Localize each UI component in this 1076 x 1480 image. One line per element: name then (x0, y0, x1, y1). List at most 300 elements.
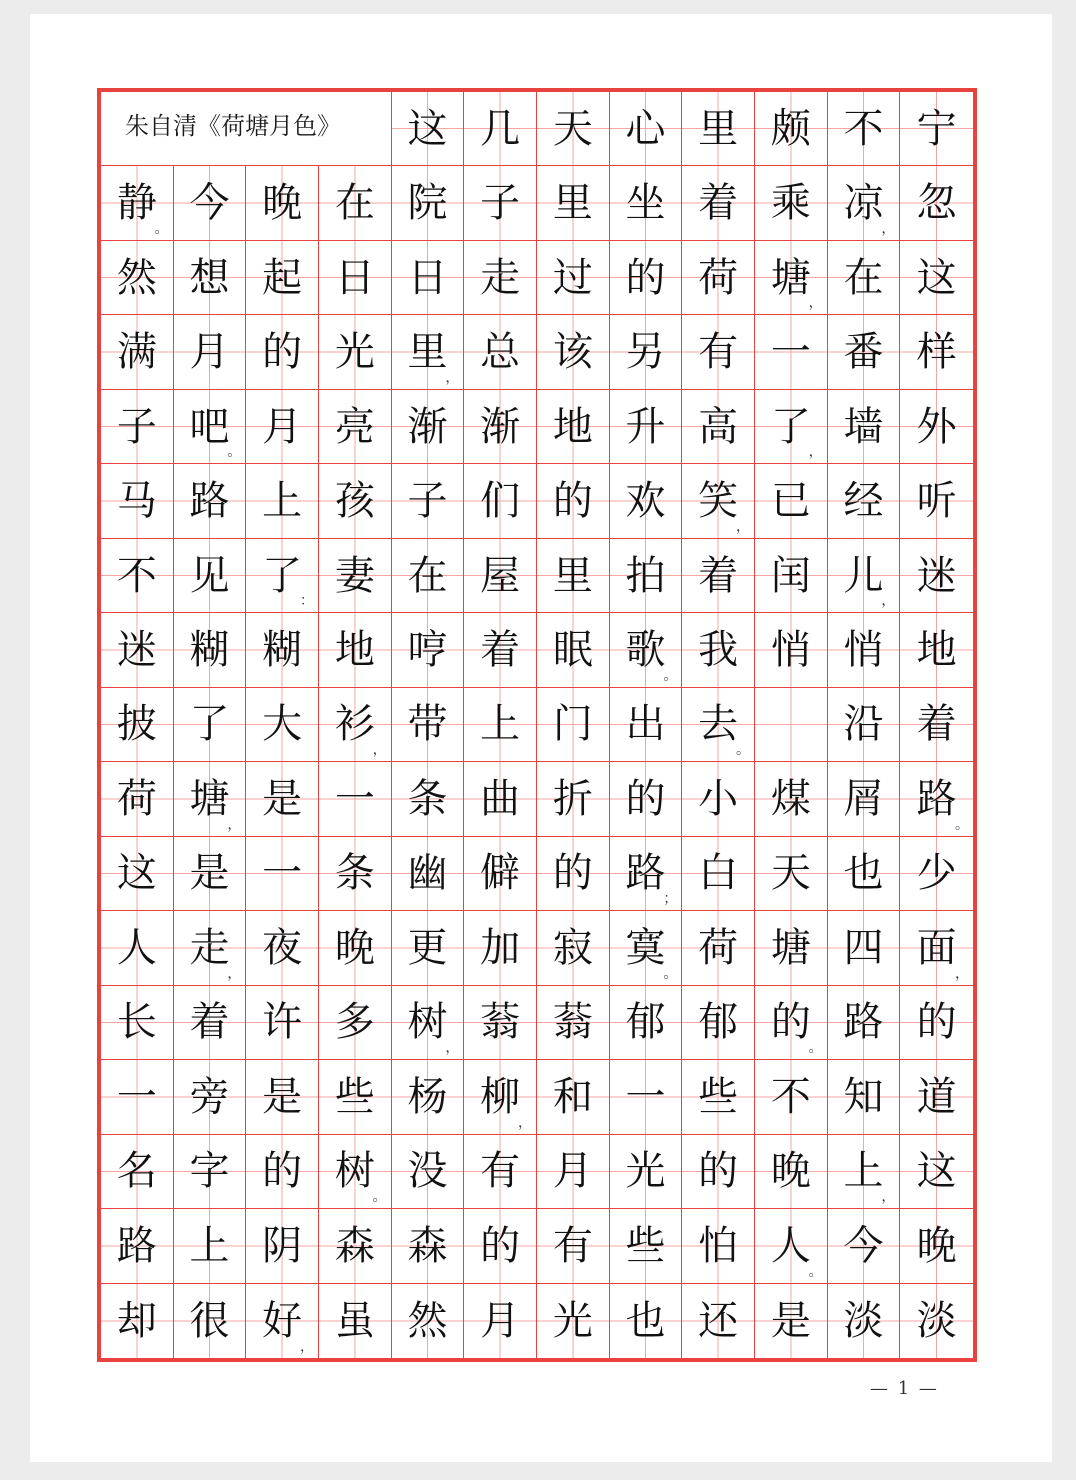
grid-character: 些 (625, 1222, 666, 1269)
grid-cell (319, 166, 392, 240)
punctuation-mark: 。 (954, 816, 969, 833)
grid-cell (464, 762, 537, 836)
grid-cell (900, 1209, 973, 1283)
grid-cell (537, 837, 610, 911)
punctuation-mark: ， (881, 593, 896, 610)
grid-character: 了 (189, 701, 230, 748)
grid-character: 淡 (843, 1297, 884, 1344)
grid-character: 条 (407, 775, 448, 822)
grid-cell (464, 464, 537, 538)
grid-cell (537, 911, 610, 985)
grid-cell (392, 1284, 465, 1358)
grid-cell (682, 837, 755, 911)
grid-character: 怕 (698, 1222, 739, 1269)
grid-cell (174, 1284, 247, 1358)
grid-character: 了 (770, 403, 811, 450)
grid-character: 有 (698, 329, 739, 376)
grid-character: 小 (698, 775, 739, 822)
grid-cell (101, 464, 174, 538)
punctuation-mark: 。 (808, 1040, 823, 1057)
grid-character: 今 (189, 180, 230, 227)
grid-cell (246, 986, 319, 1060)
grid-character: 们 (480, 478, 521, 525)
grid-character: 多 (334, 999, 375, 1046)
grid-character: 去 (698, 701, 739, 748)
grid-character: 该 (552, 329, 593, 376)
grid-cell (392, 837, 465, 911)
grid-cell (464, 911, 537, 985)
grid-character: 的 (480, 1222, 521, 1269)
grid-character: 今 (843, 1222, 884, 1269)
grid-cell (392, 390, 465, 464)
grid-character: 不 (843, 105, 884, 152)
grid-cell (610, 986, 683, 1060)
grid-cell (828, 92, 901, 166)
grid-character: 屋 (480, 552, 521, 599)
grid-character: 晚 (262, 180, 303, 227)
grid-cell (392, 464, 465, 538)
grid-character: 门 (552, 701, 593, 748)
grid-character: 荷 (698, 924, 739, 971)
grid-character: 荷 (698, 254, 739, 301)
punctuation-mark: ， (808, 295, 823, 312)
grid-character: 糊 (189, 627, 230, 674)
grid-character: 闰 (770, 552, 811, 599)
grid-character: 月 (262, 403, 303, 450)
grid-cell (174, 539, 247, 613)
grid-character: 这 (916, 1148, 957, 1195)
grid-cell (900, 315, 973, 389)
grid-cell (537, 762, 610, 836)
grid-character: 心 (625, 105, 666, 152)
grid-cell (682, 911, 755, 985)
grid-character: 笑 (698, 478, 739, 525)
grid-character: 郁 (698, 999, 739, 1046)
grid-character: 子 (480, 180, 521, 227)
grid-cell (246, 166, 319, 240)
grid-cell (246, 1284, 319, 1358)
grid-cell (682, 241, 755, 315)
grid-cell (464, 315, 537, 389)
grid-character: 我 (698, 627, 739, 674)
punctuation-mark: 。 (663, 965, 678, 982)
grid-character: 起 (262, 254, 303, 301)
grid-character: 着 (916, 701, 957, 748)
grid-cell (682, 1135, 755, 1209)
grid-character: 许 (262, 999, 303, 1046)
grid-cell (900, 613, 973, 687)
grid-cell (464, 92, 537, 166)
grid-cell (464, 241, 537, 315)
grid-character: 路 (116, 1222, 157, 1269)
grid-character: 和 (552, 1073, 593, 1120)
grid-cell (246, 613, 319, 687)
grid-character: 路 (189, 478, 230, 525)
grid-character: 满 (116, 329, 157, 376)
grid-cell (610, 762, 683, 836)
grid-cell (246, 315, 319, 389)
grid-character: 里 (407, 329, 448, 376)
grid-character: 在 (334, 180, 375, 227)
grid-character: 里 (552, 180, 593, 227)
grid-cell (464, 613, 537, 687)
grid-cell (900, 464, 973, 538)
grid-cell (610, 241, 683, 315)
grid-cell (537, 241, 610, 315)
grid-character: 日 (407, 254, 448, 301)
grid-cell (682, 1060, 755, 1134)
grid-character: 道 (916, 1073, 957, 1120)
grid-character: 外 (916, 403, 957, 450)
punctuation-mark: ， (299, 1338, 314, 1355)
grid-character: 月 (480, 1297, 521, 1344)
grid-cell (392, 539, 465, 613)
grid-cell (101, 911, 174, 985)
grid-character: 一 (116, 1073, 157, 1120)
grid-cell (174, 613, 247, 687)
grid-character: 披 (116, 701, 157, 748)
grid-cell (828, 539, 901, 613)
grid-cell (319, 1135, 392, 1209)
grid-cell (682, 613, 755, 687)
grid-cell (174, 911, 247, 985)
grid-cell (755, 1060, 828, 1134)
grid-character: 字 (189, 1148, 230, 1195)
grid-character: 也 (625, 1297, 666, 1344)
grid-character: 悄 (843, 627, 884, 674)
grid-cell (537, 1284, 610, 1358)
grid-cell (101, 539, 174, 613)
grid-character: 长 (116, 999, 157, 1046)
grid-cell (682, 986, 755, 1060)
grid-cell (537, 464, 610, 538)
grid-character: 眠 (552, 627, 593, 674)
grid-character: 树 (407, 999, 448, 1046)
grid-cell (755, 911, 828, 985)
grid-character: 四 (843, 924, 884, 971)
grid-character: 总 (480, 329, 521, 376)
grid-cell (537, 986, 610, 1060)
grid-character: 子 (116, 403, 157, 450)
grid-cell (682, 92, 755, 166)
grid-character: 森 (334, 1222, 375, 1269)
grid-cell (101, 613, 174, 687)
grid-character: 些 (334, 1073, 375, 1120)
grid-character: 另 (625, 329, 666, 376)
grid-cell (682, 539, 755, 613)
grid-character: 的 (552, 478, 593, 525)
punctuation-mark: ， (954, 965, 969, 982)
grid-cell (246, 1135, 319, 1209)
grid-cell (174, 688, 247, 762)
grid-character: 旁 (189, 1073, 230, 1120)
grid-cell (101, 837, 174, 911)
grid-character: 墙 (843, 403, 884, 450)
grid-character: 名 (116, 1148, 157, 1195)
grid-cell (900, 241, 973, 315)
grid-character: 折 (552, 775, 593, 822)
grid-character: 不 (770, 1073, 811, 1120)
grid-character: 哼 (407, 627, 448, 674)
grid-character: 出 (625, 701, 666, 748)
grid-cell (101, 1284, 174, 1358)
grid-character: 虽 (334, 1297, 375, 1344)
grid-cell (537, 166, 610, 240)
grid-character: 僻 (480, 850, 521, 897)
grid-character: 渐 (480, 403, 521, 450)
grid-character: 的 (770, 999, 811, 1046)
grid-cell (174, 315, 247, 389)
grid-cell (464, 390, 537, 464)
grid-character: 是 (189, 850, 230, 897)
grid-cell (755, 688, 828, 762)
grid-cell (319, 911, 392, 985)
grid-cell (174, 837, 247, 911)
grid-character: 面 (916, 924, 957, 971)
grid-cell (319, 837, 392, 911)
grid-character: 一 (625, 1073, 666, 1120)
grid-cell (537, 315, 610, 389)
grid-character: 颇 (770, 105, 811, 152)
grid-character: 里 (552, 552, 593, 599)
grid-character: 糊 (262, 627, 303, 674)
grid-cell (755, 613, 828, 687)
grid-character: 样 (916, 329, 957, 376)
grid-character: 已 (770, 478, 811, 525)
grid-character: 凉 (843, 180, 884, 227)
grid-cell (392, 1135, 465, 1209)
grid-cell (246, 464, 319, 538)
grid-cell (610, 315, 683, 389)
grid-character: 欢 (625, 478, 666, 525)
grid-cell (392, 315, 465, 389)
grid-cell (828, 1209, 901, 1283)
grid-character: 路 (843, 999, 884, 1046)
grid-character: 走 (480, 254, 521, 301)
grid-cell (755, 315, 828, 389)
grid-cell (610, 390, 683, 464)
grid-character: 是 (770, 1297, 811, 1344)
grid-cell (246, 1209, 319, 1283)
grid-cell (900, 1135, 973, 1209)
grid-character: 是 (262, 775, 303, 822)
grid-character: 着 (480, 627, 521, 674)
grid-cell (682, 315, 755, 389)
grid-character: 有 (552, 1222, 593, 1269)
grid-cell (900, 688, 973, 762)
grid-character: 听 (916, 478, 957, 525)
grid-character: 忽 (916, 180, 957, 227)
grid-cell (610, 1209, 683, 1283)
grid-cell (537, 1209, 610, 1283)
punctuation-mark: 。 (663, 667, 678, 684)
grid-character: 迷 (116, 627, 157, 674)
page-title: 朱自清《荷塘月色》 (125, 112, 341, 140)
grid-cell (755, 762, 828, 836)
grid-cell (755, 1135, 828, 1209)
grid-cell (319, 986, 392, 1060)
grid-character: 这 (116, 850, 157, 897)
grid-character: 塘 (189, 775, 230, 822)
punctuation-mark: 。 (154, 220, 169, 237)
grid-character: 大 (262, 701, 303, 748)
practice-grid (97, 88, 977, 1362)
grid-cell (828, 1284, 901, 1358)
grid-cell (755, 166, 828, 240)
grid-character: 些 (698, 1073, 739, 1120)
grid-character: 少 (916, 850, 957, 897)
grid-cell (900, 911, 973, 985)
grid-character: 寞 (625, 924, 666, 971)
grid-character: 日 (334, 254, 375, 301)
grid-cell (755, 241, 828, 315)
grid-character: 这 (916, 254, 957, 301)
grid-character: 番 (843, 329, 884, 376)
grid-character: 歌 (625, 627, 666, 674)
grid-character: 人 (770, 1222, 811, 1269)
grid-cell (755, 92, 828, 166)
grid-cell (319, 688, 392, 762)
grid-character: 塘 (770, 254, 811, 301)
grid-character: 还 (698, 1297, 739, 1344)
grid-character: 的 (262, 329, 303, 376)
grid-character: 路 (916, 775, 957, 822)
grid-cell (900, 837, 973, 911)
grid-character: 马 (116, 478, 157, 525)
grid-cell (174, 1060, 247, 1134)
grid-cell (755, 1209, 828, 1283)
grid-character: 孩 (334, 478, 375, 525)
grid-cell (392, 1060, 465, 1134)
grid-cell (392, 911, 465, 985)
grid-cell (464, 986, 537, 1060)
grid-cell (755, 390, 828, 464)
grid-cell (900, 166, 973, 240)
grid-character: 人 (116, 924, 157, 971)
grid-cell (246, 1060, 319, 1134)
grid-character: 上 (189, 1222, 230, 1269)
grid-character: 白 (698, 850, 739, 897)
grid-cell (101, 241, 174, 315)
grid-character: 杨 (407, 1073, 448, 1120)
punctuation-mark: ， (445, 1040, 460, 1057)
grid-character: 走 (189, 924, 230, 971)
grid-cell (610, 911, 683, 985)
grid-cell (392, 92, 465, 166)
grid-cell (828, 986, 901, 1060)
grid-cell (174, 464, 247, 538)
grid-character: 然 (116, 254, 157, 301)
punctuation-mark: ： (299, 593, 314, 610)
grid-character: 晚 (770, 1148, 811, 1195)
grid-cell (319, 1060, 392, 1134)
grid-cell (828, 613, 901, 687)
grid-cell (682, 464, 755, 538)
grid-character: 静 (116, 180, 157, 227)
grid-cell (610, 1284, 683, 1358)
grid-cell (319, 315, 392, 389)
grid-cell (101, 1209, 174, 1283)
grid-cell (828, 1060, 901, 1134)
grid-character: 寂 (552, 924, 593, 971)
grid-cell (682, 166, 755, 240)
grid-cell (101, 688, 174, 762)
grid-cell (319, 1209, 392, 1283)
grid-character: 一 (334, 775, 375, 822)
grid-cell (101, 166, 174, 240)
grid-cell (828, 762, 901, 836)
grid-cell (537, 1060, 610, 1134)
grid-cell (101, 390, 174, 464)
grid-character: 是 (262, 1073, 303, 1120)
grid-cell (246, 688, 319, 762)
grid-character: 经 (843, 478, 884, 525)
grid-character: 着 (698, 180, 739, 227)
grid-cell (537, 390, 610, 464)
grid-cell (537, 539, 610, 613)
grid-character: 几 (480, 105, 521, 152)
grid-cell (610, 1135, 683, 1209)
grid-character: 的 (625, 254, 666, 301)
punctuation-mark: ； (663, 891, 678, 908)
grid-cell (828, 911, 901, 985)
grid-cell (537, 1135, 610, 1209)
punctuation-mark: ， (517, 1114, 532, 1131)
grid-cell (464, 1284, 537, 1358)
grid-cell (610, 613, 683, 687)
grid-cell (828, 1135, 901, 1209)
grid-cell (464, 166, 537, 240)
title-cell (101, 92, 392, 166)
grid-cell (464, 539, 537, 613)
grid-cell (755, 464, 828, 538)
grid-cell (828, 464, 901, 538)
grid-cell (392, 613, 465, 687)
grid-cell (682, 390, 755, 464)
grid-cell (246, 539, 319, 613)
grid-character: 光 (334, 329, 375, 376)
grid-cell (610, 688, 683, 762)
grid-cell (464, 1060, 537, 1134)
punctuation-mark: 。 (372, 1189, 387, 1206)
grid-character: 曲 (480, 775, 521, 822)
grid-character: 地 (916, 627, 957, 674)
grid-character: 加 (480, 924, 521, 971)
grid-cell (101, 762, 174, 836)
grid-cell (900, 1060, 973, 1134)
grid-cell (246, 762, 319, 836)
grid-cell (610, 539, 683, 613)
grid-character: 幽 (407, 850, 448, 897)
grid-cell (537, 92, 610, 166)
grid-cell (900, 390, 973, 464)
grid-cell (319, 464, 392, 538)
grid-cell (682, 1209, 755, 1283)
grid-character: 阴 (262, 1222, 303, 1269)
grid-character: 很 (189, 1297, 230, 1344)
grid-cell (392, 986, 465, 1060)
grid-cell (682, 1284, 755, 1358)
grid-character: 子 (407, 478, 448, 525)
grid-character: 高 (698, 403, 739, 450)
grid-character: 带 (407, 701, 448, 748)
grid-cell (828, 390, 901, 464)
grid-cell (464, 837, 537, 911)
grid-character: 里 (698, 105, 739, 152)
grid-character: 吧 (189, 403, 230, 450)
grid-character: 一 (770, 329, 811, 376)
grid-cell (246, 911, 319, 985)
